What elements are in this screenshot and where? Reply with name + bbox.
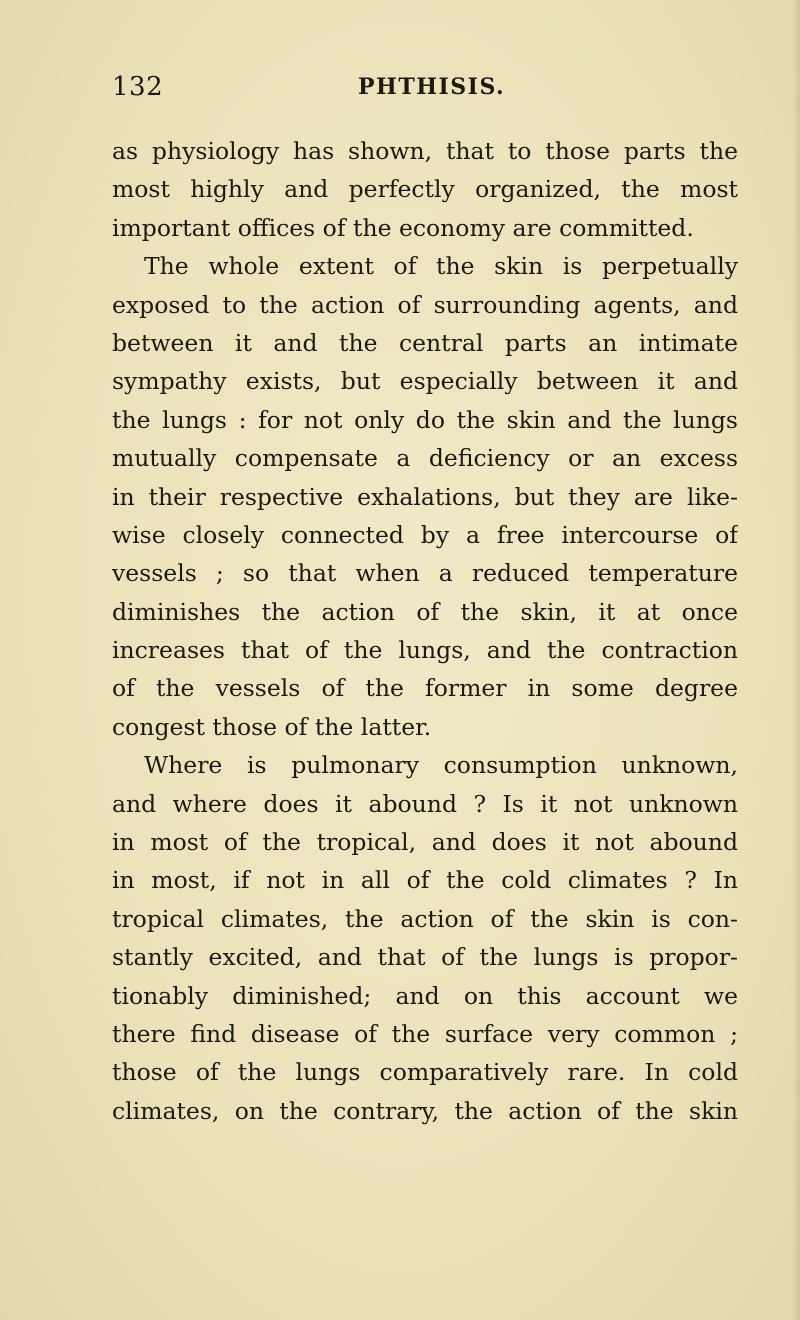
paragraph-start-line: Where is pulmonary consumption unknown, — [144, 751, 738, 780]
text-line: vessels ; so that when a reduced temperature — [112, 559, 738, 588]
text-line: those of the lungs comparatively rare. In cold — [112, 1058, 738, 1087]
page-edge-shadow — [792, 0, 800, 1320]
text-line: mutually compensate a deficiency or an excess — [112, 444, 738, 473]
text-line: climates, on the contrary, the action of the skin — [112, 1096, 738, 1125]
text-line: tionably diminished; and on this account we — [112, 981, 738, 1010]
paragraph-start-line: The whole extent of the skin is perpetually — [144, 252, 738, 281]
text-line: in most of the tropical, and does it not abound — [112, 828, 738, 857]
text-line: exposed to the action of surrounding agents, and — [112, 290, 738, 319]
text-line: stantly excited, and that of the lungs is propor- — [112, 943, 738, 972]
page-header — [112, 72, 738, 106]
text-line: wise closely connected by a free intercourse of — [112, 520, 738, 549]
text-line: and where does it abound ? Is it not unknown — [112, 789, 738, 818]
text-line: the lungs : for not only do the skin and the lungs — [112, 405, 738, 434]
text-line: important offices of the economy are committed. — [112, 213, 694, 242]
body-text — [112, 132, 738, 1130]
running-head: PHTHISIS. — [358, 74, 506, 100]
text-line: there find disease of the surface very common ; — [112, 1019, 738, 1048]
text-line: in their respective exhalations, but they are like- — [112, 482, 738, 511]
text-line: congest those of the latter. — [112, 712, 432, 741]
page-number: 132 — [112, 72, 164, 102]
text-line: most highly and perfectly organized, the most — [112, 175, 738, 204]
text-line: tropical climates, the action of the skin is con- — [112, 904, 738, 933]
text-line: as physiology has shown, that to those parts the — [112, 137, 738, 165]
text-line: in most, if not in all of the cold climates ? In — [112, 866, 738, 895]
text-line: sympathy exists, but especially between it and — [112, 367, 738, 396]
text-line: increases that of the lungs, and the contraction — [112, 636, 738, 665]
text-line: of the vessels of the former in some degree — [112, 674, 738, 703]
text-line: between it and the central parts an intimate — [112, 328, 738, 357]
text-line: diminishes the action of the skin, it at once — [112, 597, 738, 626]
